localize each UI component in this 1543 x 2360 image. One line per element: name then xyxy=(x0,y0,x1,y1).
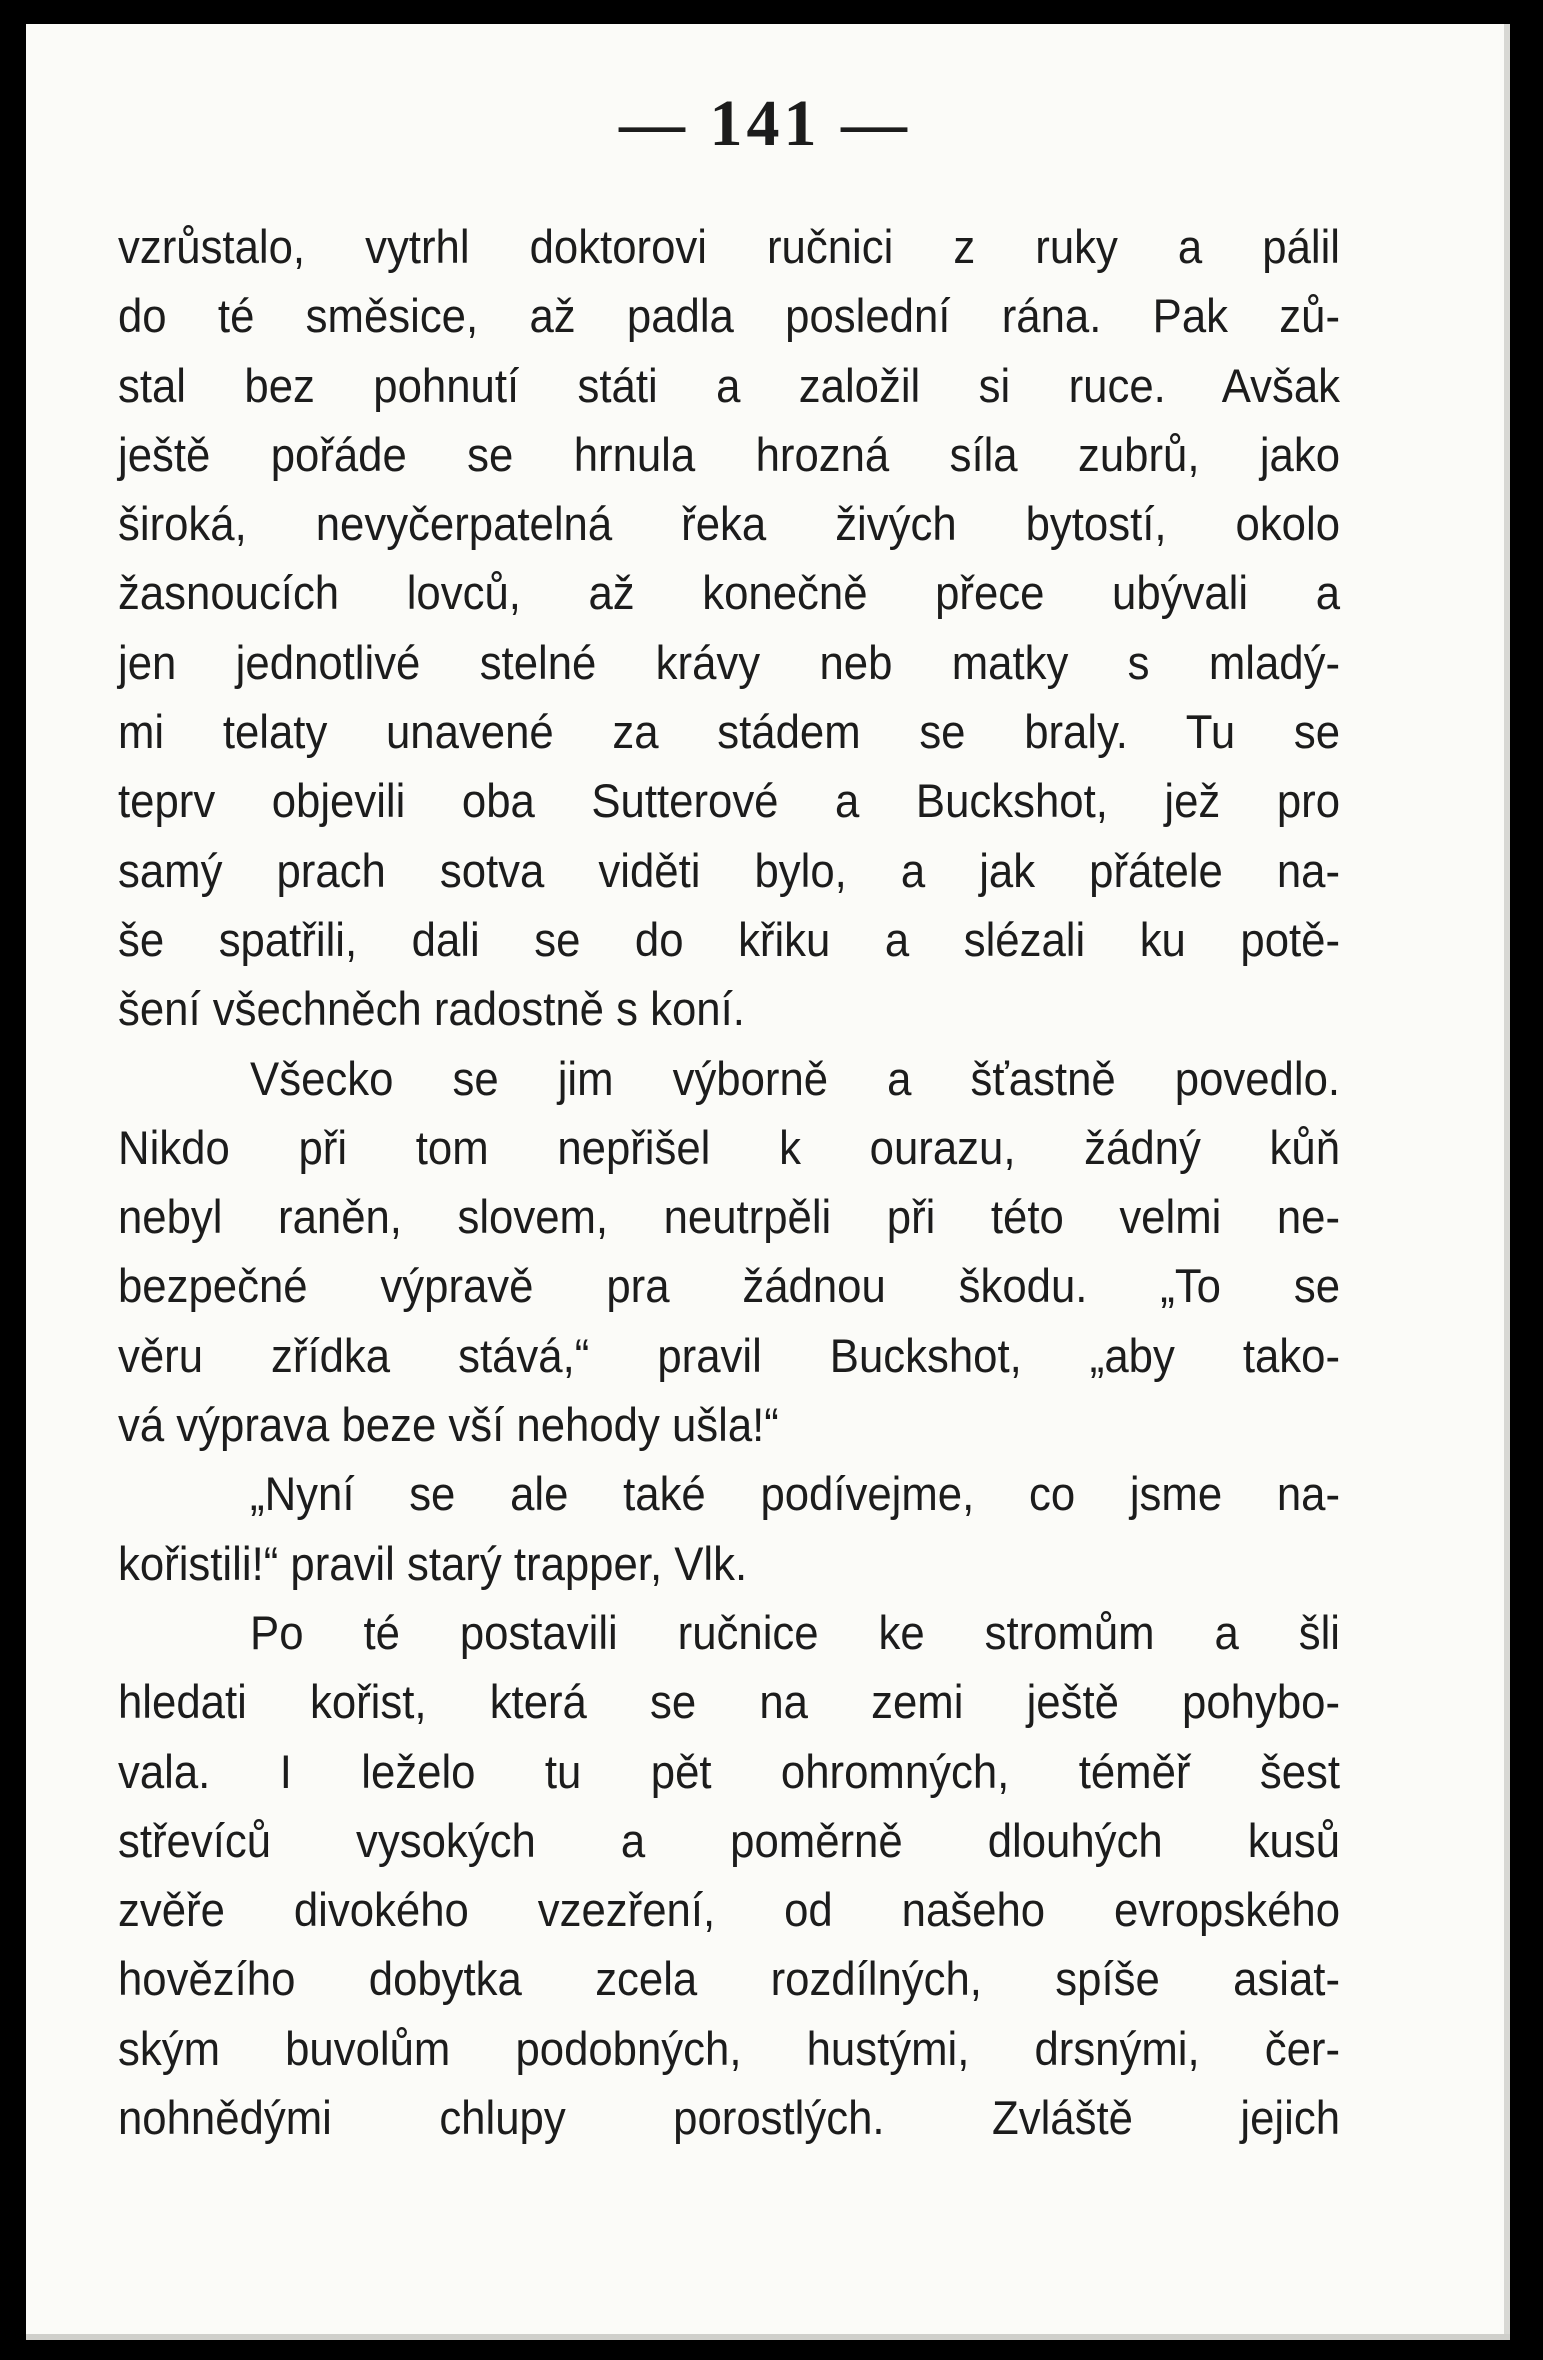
text-line: „Nyní se ale také podívejme, co jsme na- xyxy=(250,1467,1341,1521)
text-line: kořistili!“ pravil starý trapper, Vlk. xyxy=(118,1536,748,1590)
text-line: ským buvolům podobných, hustými, drsnými, čer- xyxy=(118,2021,1341,2075)
text-line: žasnoucích lovců, až konečně přece ubývali a xyxy=(118,566,1341,620)
text-line: bezpečné výpravě pra žádnou škodu. „To se xyxy=(118,1259,1341,1313)
text-line: nohnědými chlupy porostlých. Zvláště jejich xyxy=(118,2091,1341,2145)
text-line: střevíců vysokých a poměrně dlouhých kusů xyxy=(118,1813,1341,1867)
text-line: Nikdo při tom nepřišel k ourazu, žádný kůň xyxy=(118,1120,1341,1174)
text-line: vá výprava beze vší nehody ušla!“ xyxy=(118,1398,779,1452)
text-line: ještě pořáde se hrnula hrozná síla zubrů, jako xyxy=(118,427,1341,481)
text-line: še spatřili, dali se do křiku a slézali ku potě- xyxy=(118,912,1341,966)
text-line: zvěře divokého vzezření, od našeho evropského xyxy=(118,1883,1341,1937)
text-line: široká, nevyčerpatelná řeka živých bytostí, okolo xyxy=(118,497,1341,551)
text-line: jen jednotlivé stelné krávy neb matky s mladý- xyxy=(118,635,1341,689)
text-line: nebyl raněn, slovem, neutrpěli při této velmi ne- xyxy=(118,1190,1341,1244)
text-line: teprv objevili oba Sutterové a Buckshot, jež pro xyxy=(118,774,1341,828)
text-line: stal bez pohnutí státi a založil si ruce. Avšak xyxy=(118,358,1341,412)
text-line: samý prach sotva viděti bylo, a jak přátele na- xyxy=(118,843,1341,897)
text-line: Všecko se jim výborně a šťastně povedlo. xyxy=(250,1051,1341,1105)
text-line: vala. I leželo tu pět ohromných, téměř šest xyxy=(118,1744,1341,1798)
text-line: hledati kořist, která se na zemi ještě pohybo- xyxy=(118,1675,1341,1729)
text-line: Po té postavili ručnice ke stromům a šli xyxy=(250,1605,1341,1659)
text-line: věru zřídka stává,“ pravil Buckshot, „aby tako- xyxy=(118,1328,1341,1382)
page-edge-right xyxy=(1504,24,1510,2334)
text-line: mi telaty unavené za stádem se braly. Tu se xyxy=(118,705,1341,759)
text-line: hovězího dobytka zcela rozdílných, spíše asiat- xyxy=(118,1952,1341,2006)
text-line: vzrůstalo, vytrhl doktorovi ručnici z ruky a pálil xyxy=(118,220,1341,273)
text-line: šení všechněch radostně s koní. xyxy=(118,982,745,1036)
page-edge-bottom xyxy=(26,2334,1510,2340)
book-page xyxy=(26,24,1504,2334)
body-text xyxy=(118,212,1340,2152)
text-line: do té směsice, až padla poslední rána. Pak zů- xyxy=(118,289,1341,343)
page-number: — 141 — xyxy=(619,87,911,160)
